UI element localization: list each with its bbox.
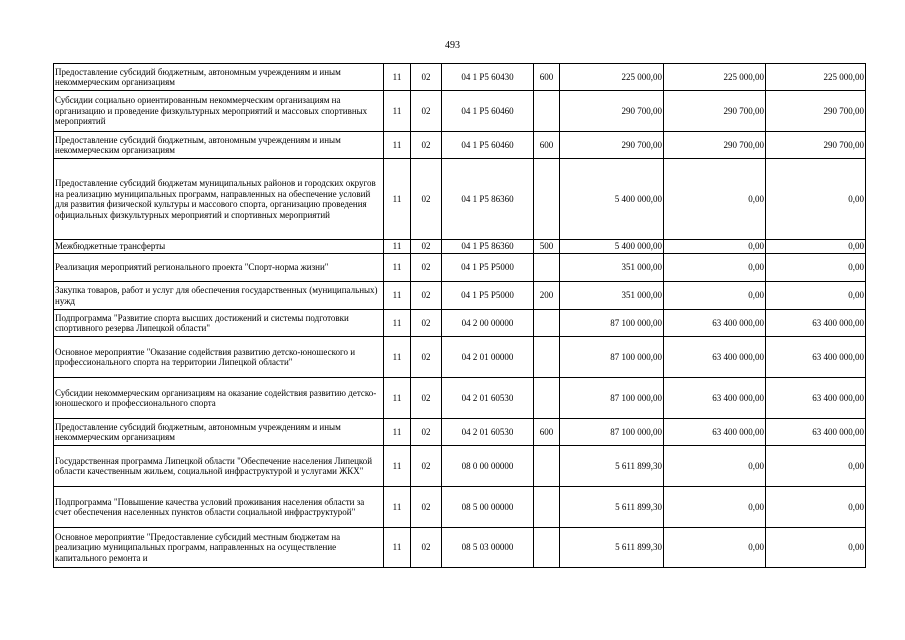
subsection-code-cell: 02: [411, 282, 442, 310]
amount-year1-cell: 5 611 899,30: [560, 487, 664, 528]
budget-table: [53, 63, 866, 568]
expense-type-cell: [534, 254, 560, 282]
table-row: [54, 446, 866, 487]
expense-type-cell: [534, 487, 560, 528]
section-code-cell: 11: [384, 337, 411, 378]
amount-year1-cell: 351 000,00: [560, 282, 664, 310]
subsection-code-cell: 02: [411, 487, 442, 528]
amount-year3-cell: 0,00: [766, 528, 866, 568]
item-name-cell: Закупка товаров, работ и услуг для обеспечения государственных (муниципальных) нужд: [54, 282, 384, 310]
expense-type-cell: [534, 310, 560, 337]
item-name-cell: Предоставление субсидий бюджетным, автономным учреждениям и иным некоммерческим организациям: [54, 132, 384, 159]
amount-year3-cell: 0,00: [766, 487, 866, 528]
table-row: [54, 91, 866, 132]
target-article-cell: 04 1 P5 86360: [442, 159, 534, 240]
section-code-cell: 11: [384, 528, 411, 568]
section-code-cell: 11: [384, 254, 411, 282]
target-article-cell: 04 1 P5 P5000: [442, 282, 534, 310]
item-name-cell: Предоставление субсидий бюджетным, автономным учреждениям и иным некоммерческим организациям: [54, 419, 384, 446]
target-article-cell: 08 5 03 00000: [442, 528, 534, 568]
section-code-cell: 11: [384, 91, 411, 132]
subsection-code-cell: 02: [411, 91, 442, 132]
expense-type-cell: 500: [534, 240, 560, 254]
amount-year1-cell: 87 100 000,00: [560, 310, 664, 337]
amount-year3-cell: 0,00: [766, 254, 866, 282]
amount-year3-cell: 225 000,00: [766, 64, 866, 91]
table-row: [54, 132, 866, 159]
table-row: [54, 528, 866, 568]
amount-year2-cell: 0,00: [664, 282, 766, 310]
amount-year3-cell: 63 400 000,00: [766, 337, 866, 378]
section-code-cell: 11: [384, 240, 411, 254]
target-article-cell: 04 2 01 00000: [442, 337, 534, 378]
amount-year1-cell: 87 100 000,00: [560, 378, 664, 419]
table-row: [54, 159, 866, 240]
amount-year1-cell: 290 700,00: [560, 91, 664, 132]
expense-type-cell: [534, 378, 560, 419]
target-article-cell: 08 0 00 00000: [442, 446, 534, 487]
table-row: [54, 337, 866, 378]
table-row: [54, 378, 866, 419]
amount-year3-cell: 0,00: [766, 446, 866, 487]
expense-type-cell: 600: [534, 419, 560, 446]
table-row: [54, 64, 866, 91]
amount-year2-cell: 0,00: [664, 159, 766, 240]
budget-table-body: [54, 64, 866, 568]
item-name-cell: Субсидии некоммерческим организациям на оказание содействия развитию детско-юношеского и профессионального спорта: [54, 378, 384, 419]
amount-year1-cell: 225 000,00: [560, 64, 664, 91]
target-article-cell: 04 2 01 60530: [442, 419, 534, 446]
expense-type-cell: 600: [534, 64, 560, 91]
section-code-cell: 11: [384, 159, 411, 240]
subsection-code-cell: 02: [411, 240, 442, 254]
amount-year1-cell: 87 100 000,00: [560, 337, 664, 378]
page-number: 493: [445, 40, 460, 51]
section-code-cell: 11: [384, 132, 411, 159]
amount-year2-cell: 290 700,00: [664, 91, 766, 132]
amount-year2-cell: 63 400 000,00: [664, 419, 766, 446]
amount-year2-cell: 63 400 000,00: [664, 337, 766, 378]
expense-type-cell: [534, 159, 560, 240]
amount-year2-cell: 0,00: [664, 240, 766, 254]
section-code-cell: 11: [384, 487, 411, 528]
table-row: [54, 254, 866, 282]
amount-year2-cell: 63 400 000,00: [664, 378, 766, 419]
expense-type-cell: 200: [534, 282, 560, 310]
amount-year2-cell: 63 400 000,00: [664, 310, 766, 337]
amount-year1-cell: 5 400 000,00: [560, 159, 664, 240]
item-name-cell: Реализация мероприятий регионального проекта "Спорт-норма жизни": [54, 254, 384, 282]
item-name-cell: Межбюджетные трансферты: [54, 240, 384, 254]
amount-year1-cell: 5 400 000,00: [560, 240, 664, 254]
item-name-cell: Государственная программа Липецкой области "Обеспечение населения Липецкой области качественным жильем, социальной инфраструктурой и услугами ЖКХ": [54, 446, 384, 487]
amount-year3-cell: 0,00: [766, 282, 866, 310]
expense-type-cell: [534, 528, 560, 568]
expense-type-cell: [534, 337, 560, 378]
expense-type-cell: [534, 91, 560, 132]
target-article-cell: 04 1 P5 60460: [442, 132, 534, 159]
section-code-cell: 11: [384, 64, 411, 91]
amount-year2-cell: 0,00: [664, 254, 766, 282]
table-row: [54, 240, 866, 254]
target-article-cell: 04 2 00 00000: [442, 310, 534, 337]
amount-year3-cell: 63 400 000,00: [766, 419, 866, 446]
target-article-cell: 04 1 P5 86360: [442, 240, 534, 254]
amount-year3-cell: 63 400 000,00: [766, 378, 866, 419]
item-name-cell: Основное мероприятие "Оказание содействия развитию детско-юношеского и профессионального спорта на территории Липецкой области": [54, 337, 384, 378]
target-article-cell: 04 1 P5 60430: [442, 64, 534, 91]
subsection-code-cell: 02: [411, 378, 442, 419]
item-name-cell: Подпрограмма "Развитие спорта высших достижений и системы подготовки спортивного резерва Липецкой области": [54, 310, 384, 337]
amount-year3-cell: 63 400 000,00: [766, 310, 866, 337]
amount-year2-cell: 0,00: [664, 487, 766, 528]
subsection-code-cell: 02: [411, 419, 442, 446]
subsection-code-cell: 02: [411, 446, 442, 487]
target-article-cell: 08 5 00 00000: [442, 487, 534, 528]
amount-year1-cell: 290 700,00: [560, 132, 664, 159]
table-row: [54, 487, 866, 528]
expense-type-cell: 600: [534, 132, 560, 159]
item-name-cell: Предоставление субсидий бюджетным, автономным учреждениям и иным некоммерческим организациям: [54, 64, 384, 91]
section-code-cell: 11: [384, 282, 411, 310]
table-row: [54, 419, 866, 446]
amount-year3-cell: 290 700,00: [766, 91, 866, 132]
item-name-cell: Предоставление субсидий бюджетам муниципальных районов и городских округов на реализацию муниципальных программ, направленных на обеспечение условий для развития физической культуры и массового спорта, организацию проведения официальных физкультурных мероприятий и спортивных мероприятий: [54, 159, 384, 240]
subsection-code-cell: 02: [411, 159, 442, 240]
subsection-code-cell: 02: [411, 337, 442, 378]
amount-year1-cell: 5 611 899,30: [560, 446, 664, 487]
amount-year3-cell: 0,00: [766, 159, 866, 240]
target-article-cell: 04 2 01 60530: [442, 378, 534, 419]
table-row: [54, 310, 866, 337]
section-code-cell: 11: [384, 378, 411, 419]
section-code-cell: 11: [384, 419, 411, 446]
amount-year3-cell: 0,00: [766, 240, 866, 254]
section-code-cell: 11: [384, 446, 411, 487]
amount-year2-cell: 0,00: [664, 528, 766, 568]
amount-year1-cell: 5 611 899,30: [560, 528, 664, 568]
amount-year2-cell: 0,00: [664, 446, 766, 487]
subsection-code-cell: 02: [411, 64, 442, 91]
amount-year2-cell: 290 700,00: [664, 132, 766, 159]
amount-year3-cell: 290 700,00: [766, 132, 866, 159]
item-name-cell: Подпрограмма "Повышение качества условий проживания населения области за счет обеспечения населенных пунктов области социальной инфраструктурой": [54, 487, 384, 528]
section-code-cell: 11: [384, 310, 411, 337]
amount-year1-cell: 87 100 000,00: [560, 419, 664, 446]
target-article-cell: 04 1 P5 60460: [442, 91, 534, 132]
table-row: [54, 282, 866, 310]
subsection-code-cell: 02: [411, 528, 442, 568]
target-article-cell: 04 1 P5 P5000: [442, 254, 534, 282]
subsection-code-cell: 02: [411, 132, 442, 159]
subsection-code-cell: 02: [411, 254, 442, 282]
item-name-cell: Основное мероприятие "Предоставление субсидий местным бюджетам на реализацию муниципальных программ, направленных на осуществление капитального ремонта и: [54, 528, 384, 568]
item-name-cell: Субсидии социально ориентированным некоммерческим организациям на организацию и проведение физкультурных мероприятий и массовых спортивных мероприятий: [54, 91, 384, 132]
amount-year1-cell: 351 000,00: [560, 254, 664, 282]
amount-year2-cell: 225 000,00: [664, 64, 766, 91]
expense-type-cell: [534, 446, 560, 487]
subsection-code-cell: 02: [411, 310, 442, 337]
